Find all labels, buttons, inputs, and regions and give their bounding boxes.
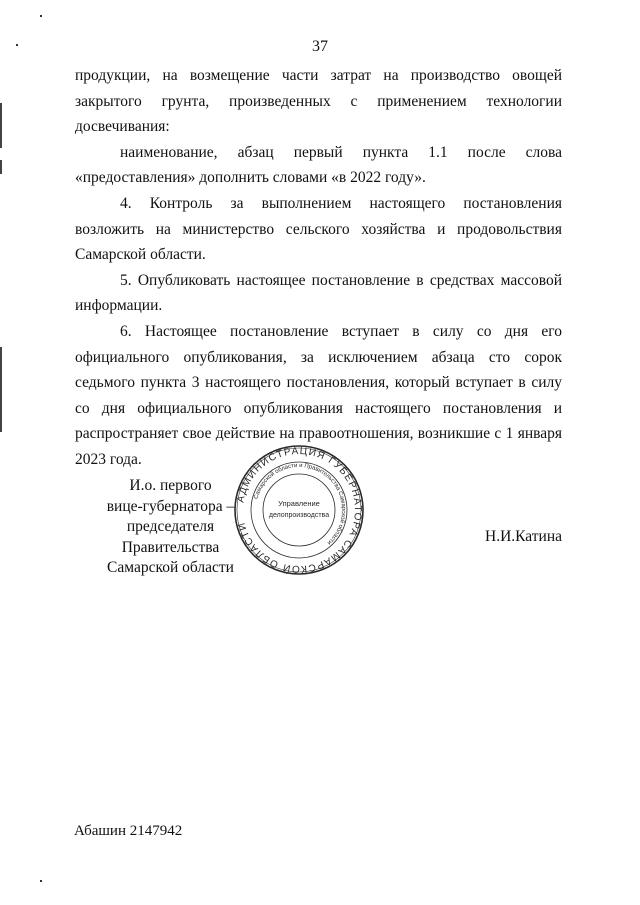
position-line: Самарской области: [107, 559, 234, 576]
paragraph: 6. Настоящее постановление вступает в силу со дня его официального опубликования, за исключением абзаца сто сорок седьмого пункта 3 настоящего постановления, который вступает в силу со дня официального опубликования настоящего постановления и распространяет свое действие на правоотношения, возникшие с 1 января 2023 года.: [75, 322, 562, 468]
scan-edge-mark: [0, 160, 2, 174]
position-line: вице-губернатора –: [106, 497, 235, 515]
paragraph: 5. Опубликовать настоящее постановление в средствах массовой информации.: [75, 271, 562, 315]
seal-center-line: делопроизводства: [268, 512, 330, 519]
official-seal: [233, 444, 365, 576]
scan-edge-mark: [0, 103, 2, 148]
seal-inner-text: Самарской области и Правительства Самарской области: [253, 462, 347, 546]
seal-outer-text: АДМИНИСТРАЦИЯ ГУБЕРНАТОРА САМАРСКОЙ ОБЛАСТИ: [235, 445, 364, 575]
document-body: [75, 63, 562, 473]
signatory-position: [88, 476, 253, 579]
scan-dot: [40, 15, 42, 17]
scan-edge-mark: [0, 347, 2, 432]
seal-center-line: Управление: [278, 499, 320, 508]
position-line: председателя Правительства: [121, 518, 220, 556]
position-line: И.о. первого: [129, 477, 212, 494]
scan-dot: [40, 880, 42, 882]
paragraph: продукции, на возмещение части затрат на производство овощей закрытого грунта, произведенных с применением технологии досвечивания:: [75, 67, 562, 136]
paragraph: наименование, абзац первый пункта 1.1 после слова «предоставления» дополнить словами «в 2022 году».: [75, 143, 562, 187]
page-number: 37: [312, 38, 328, 55]
signatory-name: Н.И.Катина: [485, 528, 562, 545]
paragraph: 4. Контроль за выполнением настоящего постановления возложить на министерство сельского хозяйства и продовольствия Самарской области.: [75, 194, 562, 264]
executor-note: Абашин 2147942: [74, 823, 183, 839]
